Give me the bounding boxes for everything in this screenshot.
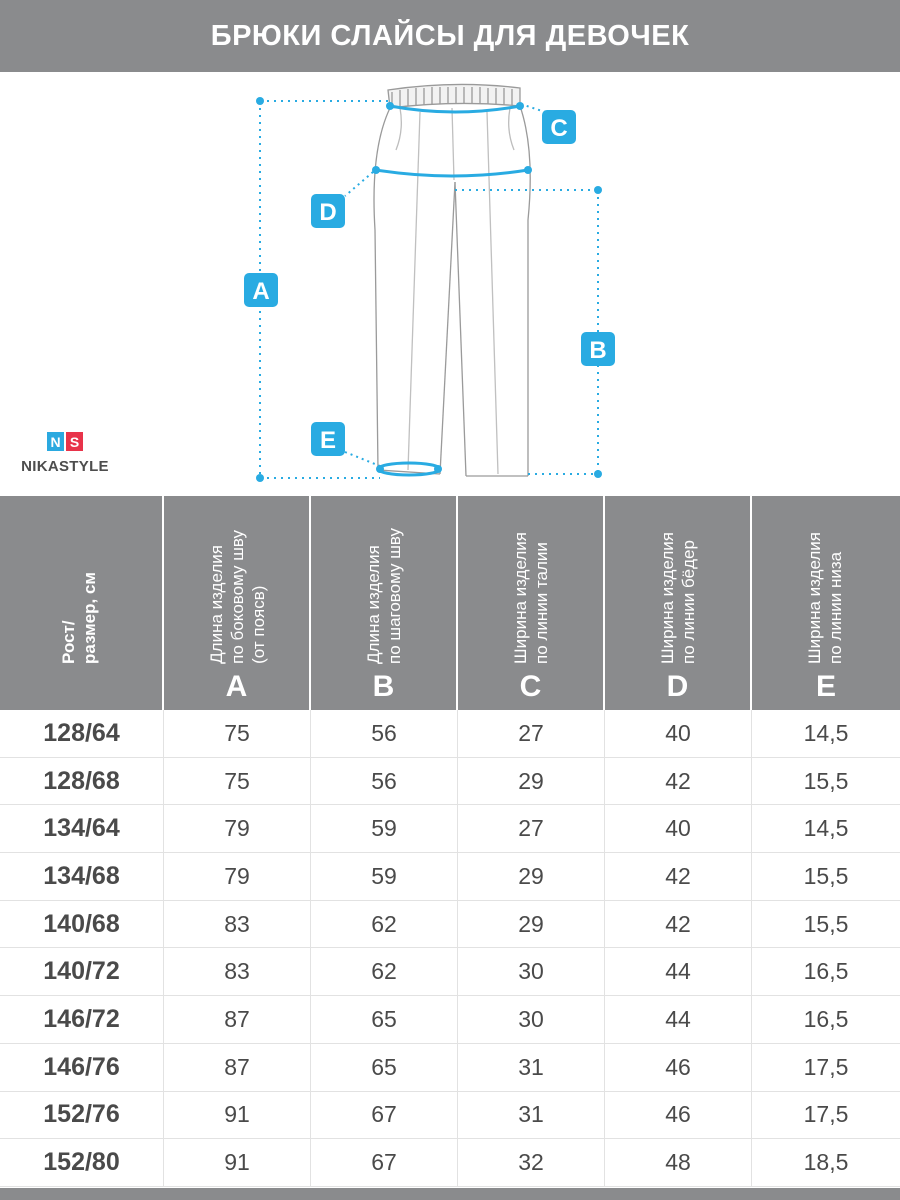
value-cell: 27 bbox=[458, 710, 605, 757]
value-cell: 87 bbox=[164, 996, 311, 1043]
value-cell: 87 bbox=[164, 1044, 311, 1091]
size-cell: 152/76 bbox=[0, 1092, 164, 1139]
table-body bbox=[0, 710, 900, 1187]
measurement-lines bbox=[260, 101, 598, 478]
value-cell: 59 bbox=[311, 853, 458, 900]
value-cell: 91 bbox=[164, 1092, 311, 1139]
label-d: D bbox=[319, 199, 337, 226]
value-cell: 42 bbox=[605, 853, 752, 900]
table-row bbox=[0, 758, 900, 806]
value-cell: 17,5 bbox=[803, 1101, 849, 1128]
header-d: Ширина изделия по линии бёдер D bbox=[605, 496, 752, 710]
table-row bbox=[0, 996, 900, 1044]
footer-bar bbox=[0, 1188, 900, 1200]
value-cell: 56 bbox=[311, 710, 458, 757]
header-c: Ширина изделия по линии талии C bbox=[458, 496, 605, 710]
value-cell: 31 bbox=[458, 1092, 605, 1139]
value-cell: 29 bbox=[458, 901, 605, 948]
value-cell: 32 bbox=[458, 1139, 605, 1186]
value-cell: 62 bbox=[311, 948, 458, 995]
value-cell: 14,5 bbox=[803, 815, 849, 842]
pants-outline bbox=[374, 84, 530, 476]
label-b-badge bbox=[581, 332, 615, 366]
size-cell: 134/64 bbox=[0, 805, 164, 852]
value-cell: 14,5 bbox=[803, 719, 849, 746]
size-cell: 146/76 bbox=[0, 1044, 164, 1091]
size-cell: 140/68 bbox=[0, 901, 164, 948]
table-row bbox=[0, 853, 900, 901]
value-cell: 42 bbox=[605, 758, 752, 805]
value-cell: 30 bbox=[458, 996, 605, 1043]
brand-name: NIKASTYLE bbox=[21, 458, 109, 475]
value-cell: 18,5 bbox=[803, 1149, 849, 1176]
value-cell: 40 bbox=[605, 710, 752, 757]
value-cell: 91 bbox=[164, 1139, 311, 1186]
logo-s: S bbox=[66, 432, 83, 451]
header-size: Рост/ размер, см bbox=[0, 496, 164, 710]
value-cell: 44 bbox=[605, 996, 752, 1043]
value-cell: 83 bbox=[164, 948, 311, 995]
value-cell: 46 bbox=[605, 1092, 752, 1139]
size-cell: 140/72 bbox=[0, 948, 164, 995]
value-cell: 31 bbox=[458, 1044, 605, 1091]
label-e: E bbox=[319, 427, 337, 454]
brand-logo bbox=[10, 432, 120, 475]
pants-measurement-diagram bbox=[0, 72, 900, 496]
value-cell: 16,5 bbox=[803, 958, 849, 985]
value-cell: 83 bbox=[164, 901, 311, 948]
value-cell: 15,5 bbox=[803, 767, 849, 794]
value-cell: 40 bbox=[605, 805, 752, 852]
value-cell: 48 bbox=[605, 1139, 752, 1186]
value-cell: 27 bbox=[458, 805, 605, 852]
label-c: C bbox=[550, 115, 568, 142]
table-row bbox=[0, 805, 900, 853]
value-cell: 15,5 bbox=[803, 910, 849, 937]
value-cell: 46 bbox=[605, 1044, 752, 1091]
value-cell: 79 bbox=[164, 805, 311, 852]
value-cell: 79 bbox=[164, 853, 311, 900]
value-cell: 62 bbox=[311, 901, 458, 948]
value-cell: 42 bbox=[605, 901, 752, 948]
label-a-badge bbox=[244, 273, 278, 307]
value-cell: 65 bbox=[311, 996, 458, 1043]
value-cell: 44 bbox=[605, 948, 752, 995]
value-cell: 17,5 bbox=[803, 1053, 849, 1080]
table-header bbox=[0, 496, 900, 710]
logo-mark-icon bbox=[47, 432, 83, 451]
value-cell: 15,5 bbox=[803, 862, 849, 889]
value-cell: 29 bbox=[458, 853, 605, 900]
label-c-badge bbox=[542, 110, 576, 144]
value-cell: 56 bbox=[311, 758, 458, 805]
size-cell: 146/72 bbox=[0, 996, 164, 1043]
label-b: B bbox=[589, 337, 607, 364]
header-b: Длина изделия по шаговому шву B bbox=[311, 496, 458, 710]
size-cell: 128/64 bbox=[0, 710, 164, 757]
size-cell: 134/68 bbox=[0, 853, 164, 900]
value-cell: 29 bbox=[458, 758, 605, 805]
value-cell: 16,5 bbox=[803, 1005, 849, 1032]
size-cell: 152/80 bbox=[0, 1139, 164, 1186]
label-e-badge bbox=[311, 422, 345, 456]
table-row bbox=[0, 948, 900, 996]
value-cell: 67 bbox=[311, 1139, 458, 1186]
table-row bbox=[0, 1139, 900, 1187]
measurement-dots bbox=[256, 97, 602, 482]
label-a: A bbox=[252, 278, 270, 305]
value-cell: 75 bbox=[164, 710, 311, 757]
value-cell: 59 bbox=[311, 805, 458, 852]
table-row bbox=[0, 1092, 900, 1140]
value-cell: 30 bbox=[458, 948, 605, 995]
table-row bbox=[0, 901, 900, 949]
table-row bbox=[0, 1044, 900, 1092]
header-a: Длина изделия по боковому шву (от поясв) A bbox=[164, 496, 311, 710]
label-d-badge bbox=[311, 194, 345, 228]
size-cell: 128/68 bbox=[0, 758, 164, 805]
value-cell: 67 bbox=[311, 1092, 458, 1139]
table-row bbox=[0, 710, 900, 758]
value-cell: 75 bbox=[164, 758, 311, 805]
page-title: БРЮКИ СЛАЙСЫ ДЛЯ ДЕВОЧЕК bbox=[0, 0, 900, 72]
value-cell: 65 bbox=[311, 1044, 458, 1091]
header-e: Ширина изделия по линии низа E bbox=[805, 532, 845, 703]
size-table bbox=[0, 496, 900, 1187]
logo-n: N bbox=[47, 432, 64, 451]
